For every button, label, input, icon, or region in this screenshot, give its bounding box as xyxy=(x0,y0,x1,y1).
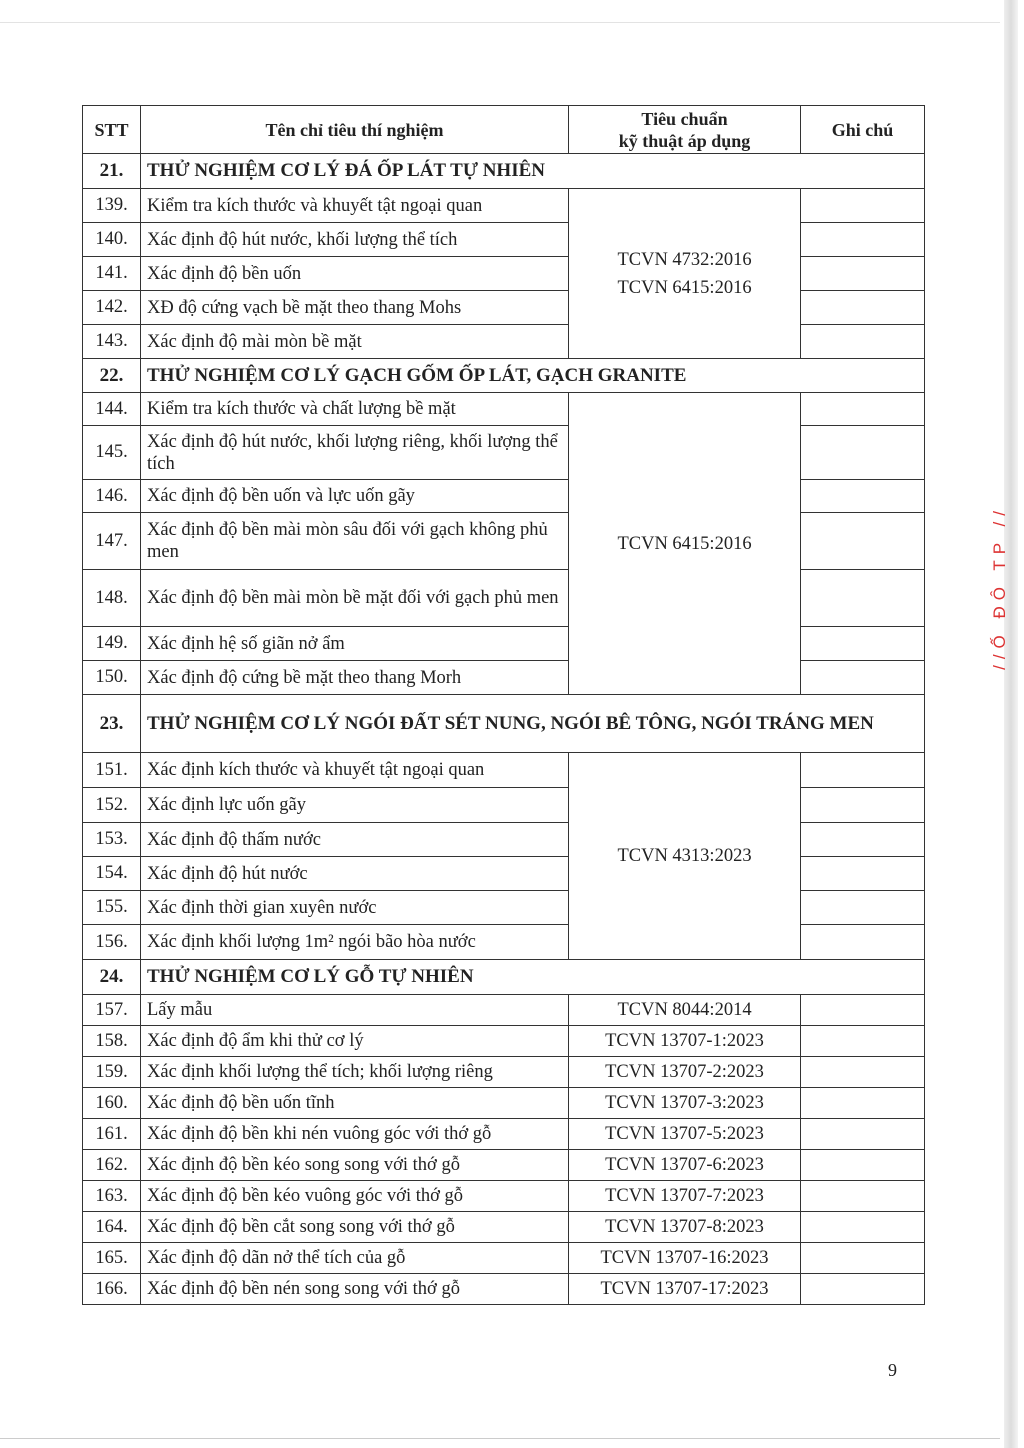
row-stt: 166. xyxy=(83,1274,141,1305)
row-name: Xác định độ bền nén song song với thớ gỗ xyxy=(141,1274,569,1305)
section-row xyxy=(83,695,925,753)
row-name: THỬ NGHIỆM CƠ LÝ ĐÁ ỐP LÁT TỰ NHIÊN xyxy=(141,154,925,189)
table-row xyxy=(83,189,925,223)
row-note xyxy=(801,753,925,788)
stamp-fragment: //Ố ĐÔ TP // xyxy=(990,505,1009,670)
header-standard-line1: Tiêu chuẩn xyxy=(641,108,728,129)
row-stt: 151. xyxy=(83,753,141,788)
row-note xyxy=(801,661,925,695)
row-standard xyxy=(569,1088,801,1119)
row-stt: 162. xyxy=(83,1150,141,1181)
row-standard xyxy=(569,1026,801,1057)
standard-text: TCVN 13707-5:2023 xyxy=(605,1124,764,1144)
table-body xyxy=(83,154,925,1305)
row-stt: 161. xyxy=(83,1119,141,1150)
row-name: XĐ độ cứng vạch bề mặt theo thang Mohs xyxy=(141,291,569,325)
standard-text: TCVN 6415:2016 xyxy=(617,533,752,554)
row-note xyxy=(801,1274,925,1305)
row-stt: 160. xyxy=(83,1088,141,1119)
table-header-row xyxy=(83,106,925,154)
row-stt: 141. xyxy=(83,257,141,291)
header-stt: STT xyxy=(83,106,141,154)
row-standard xyxy=(569,1212,801,1243)
row-note xyxy=(801,1243,925,1274)
row-stt: 23. xyxy=(83,695,141,753)
row-name: Xác định độ bền khi nén vuông góc với thớ gỗ xyxy=(141,1119,569,1150)
row-stt: 158. xyxy=(83,1026,141,1057)
row-standard xyxy=(569,753,801,960)
standard-text: TCVN 13707-2:2023 xyxy=(605,1062,764,1082)
row-standard xyxy=(569,1057,801,1088)
row-stt: 155. xyxy=(83,891,141,925)
table-row xyxy=(83,1150,925,1181)
table-row xyxy=(83,1057,925,1088)
section-row xyxy=(83,154,925,189)
row-note xyxy=(801,788,925,823)
row-stt: 159. xyxy=(83,1057,141,1088)
table-row xyxy=(83,1026,925,1057)
row-name: Xác định độ bền kéo vuông góc với thớ gỗ xyxy=(141,1181,569,1212)
table-row xyxy=(83,995,925,1026)
row-note xyxy=(801,1150,925,1181)
row-name: Kiểm tra kích thước và chất lượng bề mặt xyxy=(141,393,569,426)
standard-text: TCVN 13707-3:2023 xyxy=(605,1093,764,1113)
row-name: Xác định khối lượng 1m² ngói bão hòa nước xyxy=(141,925,569,960)
scan-top-line xyxy=(0,22,1000,23)
table-row xyxy=(83,1119,925,1150)
row-note xyxy=(801,393,925,426)
row-standard xyxy=(569,1119,801,1150)
row-note xyxy=(801,513,925,570)
row-stt: 22. xyxy=(83,359,141,393)
row-name: THỬ NGHIỆM CƠ LÝ GẠCH GỐM ỐP LÁT, GẠCH GRANITE xyxy=(141,359,925,393)
row-name: Xác định khối lượng thể tích; khối lượng riêng xyxy=(141,1057,569,1088)
section-row xyxy=(83,960,925,995)
row-stt: 148. xyxy=(83,570,141,627)
header-standard-line2: kỹ thuật áp dụng xyxy=(618,130,751,151)
row-note xyxy=(801,1212,925,1243)
row-name: Kiểm tra kích thước và khuyết tật ngoại quan xyxy=(141,189,569,223)
row-name: Xác định độ dãn nở thể tích của gỗ xyxy=(141,1243,569,1274)
row-note xyxy=(801,857,925,891)
row-stt: 140. xyxy=(83,223,141,257)
row-note xyxy=(801,995,925,1026)
row-standard xyxy=(569,1274,801,1305)
standard-text: TCVN 13707-7:2023 xyxy=(605,1186,764,1206)
row-name: Xác định độ hút nước xyxy=(141,857,569,891)
row-note xyxy=(801,257,925,291)
table-row xyxy=(83,753,925,788)
row-name: Xác định độ bền mài mòn sâu đối với gạch không phủ men xyxy=(141,513,569,570)
standard-text: TCVN 13707-16:2023 xyxy=(600,1248,769,1268)
row-name: THỬ NGHIỆM CƠ LÝ GỖ TỰ NHIÊN xyxy=(141,960,925,995)
header-note: Ghi chú xyxy=(801,106,925,154)
table-row xyxy=(83,1088,925,1119)
standard-text: TCVN 4732:2016 xyxy=(617,249,752,270)
row-stt: 147. xyxy=(83,513,141,570)
table-row xyxy=(83,1274,925,1305)
row-note xyxy=(801,480,925,513)
test-standards-table xyxy=(82,105,925,1305)
table-row xyxy=(83,1181,925,1212)
row-name: Xác định độ hút nước, khối lượng thể tích xyxy=(141,223,569,257)
row-name: Xác định độ thấm nước xyxy=(141,823,569,857)
row-stt: 156. xyxy=(83,925,141,960)
row-name: Xác định độ bền kéo song song với thớ gỗ xyxy=(141,1150,569,1181)
standard-text: TCVN 6415:2016 xyxy=(617,277,752,298)
row-standard xyxy=(569,1150,801,1181)
scan-edge xyxy=(1004,0,1018,1448)
row-note xyxy=(801,1057,925,1088)
row-stt: 153. xyxy=(83,823,141,857)
row-stt: 24. xyxy=(83,960,141,995)
standard-text: TCVN 4313:2023 xyxy=(617,846,752,866)
row-name: Xác định độ bền mài mòn bề mặt đối với gạch phủ men xyxy=(141,570,569,627)
row-name: Xác định hệ số giãn nở ẩm xyxy=(141,627,569,661)
row-name: Xác định lực uốn gãy xyxy=(141,788,569,823)
row-stt: 21. xyxy=(83,154,141,189)
row-standard xyxy=(569,1181,801,1212)
table-row xyxy=(83,1212,925,1243)
row-name: Lấy mẫu xyxy=(141,995,569,1026)
scan-bottom-line xyxy=(0,1438,1000,1439)
row-note xyxy=(801,1181,925,1212)
row-standard xyxy=(569,995,801,1026)
row-stt: 163. xyxy=(83,1181,141,1212)
table-row xyxy=(83,1243,925,1274)
row-name: Xác định độ bền uốn xyxy=(141,257,569,291)
row-stt: 149. xyxy=(83,627,141,661)
row-name: Xác định độ ẩm khi thử cơ lý xyxy=(141,1026,569,1057)
row-name: Xác định độ cứng bề mặt theo thang Morh xyxy=(141,661,569,695)
row-note xyxy=(801,570,925,627)
row-stt: 142. xyxy=(83,291,141,325)
row-name: Xác định thời gian xuyên nước xyxy=(141,891,569,925)
row-name: Xác định độ bền cắt song song với thớ gỗ xyxy=(141,1212,569,1243)
header-name: Tên chỉ tiêu thí nghiệm xyxy=(141,106,569,154)
row-name: THỬ NGHIỆM CƠ LÝ NGÓI ĐẤT SÉT NUNG, NGÓI BÊ TÔNG, NGÓI TRÁNG MEN xyxy=(141,695,925,753)
row-name: Xác định độ bền uốn tĩnh xyxy=(141,1088,569,1119)
table-row xyxy=(83,393,925,426)
row-note xyxy=(801,891,925,925)
row-note xyxy=(801,823,925,857)
row-stt: 154. xyxy=(83,857,141,891)
row-note xyxy=(801,291,925,325)
row-note xyxy=(801,1026,925,1057)
row-stt: 144. xyxy=(83,393,141,426)
row-standard xyxy=(569,189,801,359)
row-name: Xác định kích thước và khuyết tật ngoại quan xyxy=(141,753,569,788)
row-note xyxy=(801,189,925,223)
standard-text: TCVN 8044:2014 xyxy=(617,1000,752,1020)
page-number: 9 xyxy=(888,1360,897,1380)
row-note xyxy=(801,1119,925,1150)
row-note xyxy=(801,925,925,960)
row-stt: 165. xyxy=(83,1243,141,1274)
standard-text: TCVN 13707-1:2023 xyxy=(605,1031,764,1051)
row-stt: 152. xyxy=(83,788,141,823)
row-note xyxy=(801,627,925,661)
standard-text: TCVN 13707-6:2023 xyxy=(605,1155,764,1175)
row-note xyxy=(801,426,925,480)
header-standard xyxy=(569,106,801,154)
row-stt: 157. xyxy=(83,995,141,1026)
row-stt: 145. xyxy=(83,426,141,480)
row-stt: 150. xyxy=(83,661,141,695)
row-name: Xác định độ hút nước, khối lượng riêng, khối lượng thể tích xyxy=(141,426,569,480)
row-name: Xác định độ mài mòn bề mặt xyxy=(141,325,569,359)
standard-text: TCVN 13707-8:2023 xyxy=(605,1217,764,1237)
row-stt: 146. xyxy=(83,480,141,513)
row-standard xyxy=(569,393,801,695)
row-name: Xác định độ bền uốn và lực uốn gãy xyxy=(141,480,569,513)
row-note xyxy=(801,223,925,257)
row-standard xyxy=(569,1243,801,1274)
row-stt: 139. xyxy=(83,189,141,223)
row-note xyxy=(801,1088,925,1119)
standard-text: TCVN 13707-17:2023 xyxy=(600,1279,769,1299)
section-row xyxy=(83,359,925,393)
row-note xyxy=(801,325,925,359)
row-stt: 164. xyxy=(83,1212,141,1243)
row-stt: 143. xyxy=(83,325,141,359)
